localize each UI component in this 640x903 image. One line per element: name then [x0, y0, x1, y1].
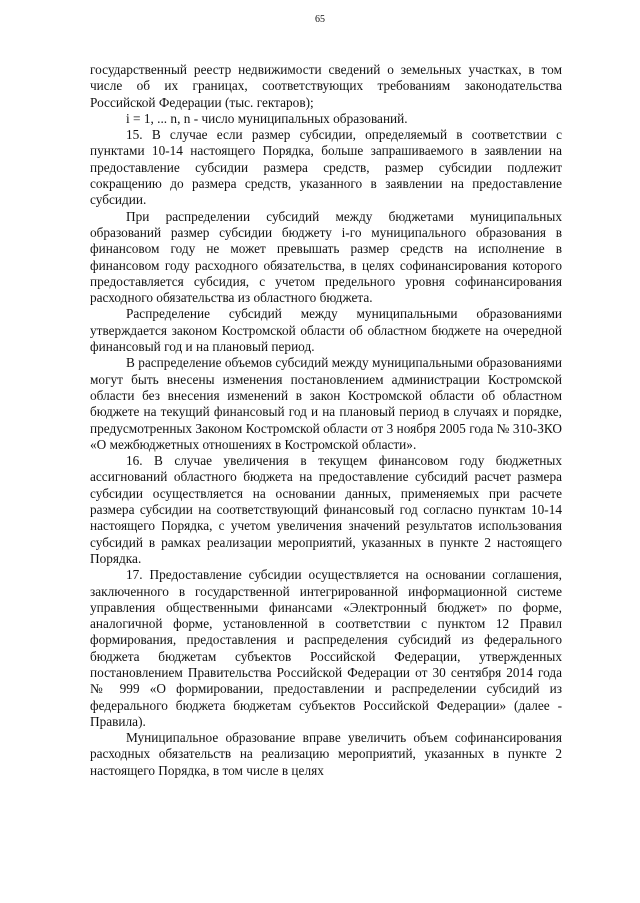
paragraph-distribution-law: Распределение субсидий между муниципальными образованиями утверждается законом Костромской области об областном бюджете на очередной финансовый год и на плановый период. [90, 306, 562, 355]
paragraph-cofinancing: Муниципальное образование вправе увеличить объем софинансирования расходных обязательств на реализацию мероприятий, указанных в пункте 2 настоящего Порядка, в том числе в целях [90, 730, 562, 778]
paragraph-clause-15: 15. В случае если размер субсидии, определяемый в соответствии с пунктами 10-14 настоящего Порядка, больше запрашиваемого в заявлении на предоставление субсидии размера средств, размер субсидии подлежит сокращению до размера средств, указанного в заявлении на предоставление субсидии. [90, 127, 562, 208]
paragraph-distribution-changes: В распределение объемов субсидий между муниципальными образованиями могут быть внесены изменения постановлением администрации Костромской области без внесения изменений в закон Костромской области об областном бюджете на текущий финансовый год и на плановый период в случаях и порядке, предусмотренных Законом Костромской области от 3 ноября 2005 года № 310-ЗКО «О межбюджетных отношениях в Костромской области». [90, 355, 562, 452]
paragraph-clause-17: 17. Предоставление субсидии осуществляется на основании соглашения, заключенного в государственной интегрированной информационной системе управления общественными финансами «Электронный бюджет» по форме, аналогичной форме, установленной в соответствии с пунктом 12 Правил формирования, предоставления и распределения субсидий из федерального бюджета бюджетам субъектов Российской Федерации, утвержденных постановлением Правительства Российской Федерации от 30 сентября 2014 года № 999 «О формировании, предоставлении и распределении субсидий из федерального бюджета бюджетам субъектов Российской Федерации» (далее - Правила). [90, 567, 562, 729]
paragraph-index-definition: i = 1, ... n, n - число муниципальных образований. [126, 110, 408, 126]
paragraph-clause-16: 16. В случае увеличения в текущем финансовом году бюджетных ассигнований областного бюджета на предоставление субсидий расчет размера субсидии осуществляется на основании данных, применяемых при расчете размера субсидии на соответствующий финансовый год согласно пунктам 10-14 настоящего Порядка, с учетом увеличения значений результатов использования субсидий в рамках реализации мероприятий, указанных в пункте 2 настоящего Порядка. [90, 453, 562, 566]
paragraph-continuation: государственный реестр недвижимости сведений о земельных участках, в том числе об их границах, соответствующих требованиям законодательства Российской Федерации (тыс. гектаров); [90, 62, 562, 110]
page-number: 65 [315, 14, 325, 25]
document-body [90, 62, 562, 779]
paragraph-distribution-limit: При распределении субсидий между бюджетами муниципальных образований размер субсидии бюджету i-го муниципального образования в финансовом году не может превышать размер средств на исполнение в финансовом году расходного обязательства, в целях софинансирования которого предоставляется субсидия, с учетом предельного уровня софинансирования расходного обязательства из областного бюджета. [90, 208, 562, 306]
